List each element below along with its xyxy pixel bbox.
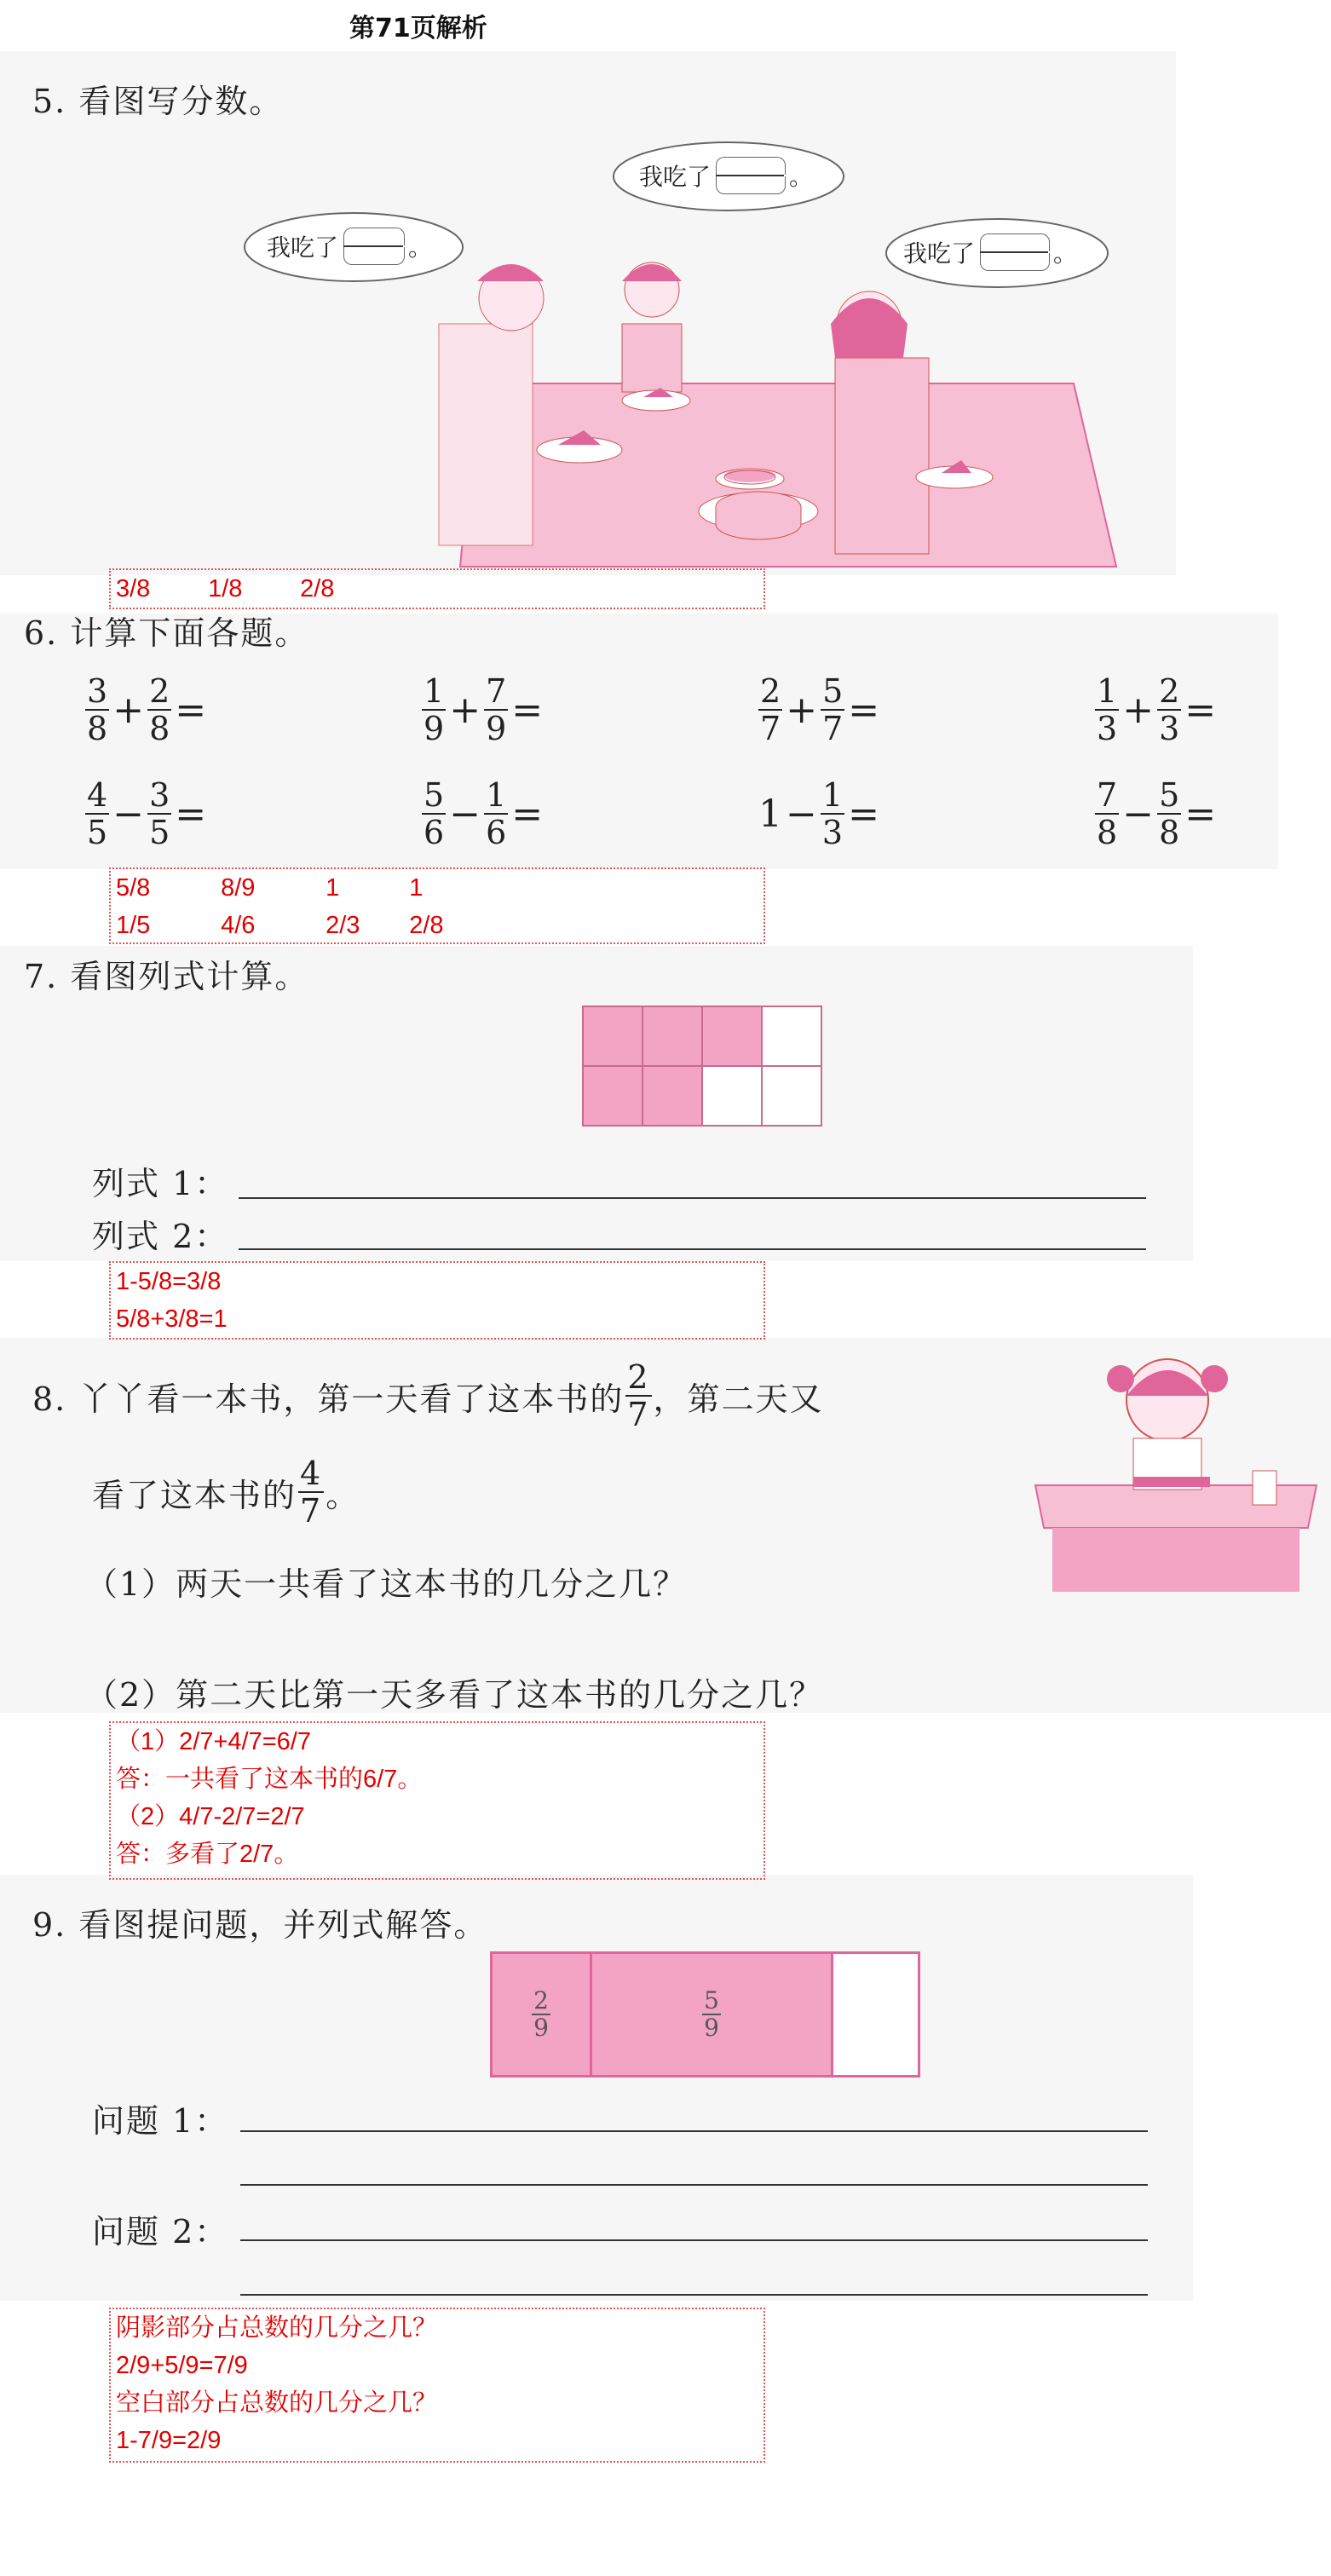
answer-item: 1/8	[208, 575, 243, 602]
question-9-title: 9. 看图提问题，并列式解答。	[32, 1906, 488, 1944]
expression-5: $\frac{4}{5}$ − $\frac{3}{5}$ =	[87, 776, 207, 851]
answer-line	[240, 2130, 1148, 2132]
problem-1-label: 问题 1：	[92, 2102, 229, 2140]
expression-1: $\frac{3}{8}$ + $\frac{2}{8}$ =	[87, 672, 207, 747]
bubble-label: 我吃了	[639, 163, 712, 191]
answer-item: 3/8	[116, 575, 151, 602]
answer-box-q7: 1-5/8=3/8 5/8+3/8=1	[109, 1261, 765, 1340]
question-8-title: 8. 丫丫看一本书，第一天看了这本书的 $\frac{2}{7}$ ，第二天又	[32, 1358, 824, 1433]
girl-reading-illustration	[1027, 1345, 1325, 1600]
expression-4: $\frac{1}{3}$ + $\frac{2}{3}$ =	[1097, 672, 1217, 747]
answer-line	[240, 2184, 1148, 2186]
fraction-bar-figure	[490, 1951, 920, 2078]
bar-segment-2: $\frac{5}{9}$	[592, 1954, 833, 2075]
page-title: 第71页解析	[349, 14, 487, 43]
bubble-label: 我吃了	[267, 233, 339, 262]
speech-bubble-father: 我吃了 。	[243, 209, 481, 285]
problem-2-label: 问题 2：	[92, 2213, 229, 2250]
bar-segment-1: $\frac{2}{9}$	[493, 1954, 592, 2075]
expression-3: $\frac{2}{7}$ + $\frac{5}{7}$ =	[760, 672, 880, 747]
answer-line	[239, 1197, 1146, 1199]
answer-item: 2/8	[300, 575, 335, 602]
fraction-grid-figure	[582, 1006, 822, 1127]
question-8-line2: 看了这本书的 $\frac{4}{7}$ 。	[92, 1455, 360, 1530]
question-5-title: 5. 看图写分数。	[32, 83, 284, 120]
formula-2-label: 列式 2：	[92, 1218, 229, 1255]
answer-box-q6: 5/8 8/9 1 1 1/5 4/6 2/3 2/8	[109, 867, 765, 944]
answer-box-q8: （1）2/7+4/7=6/7 答：一共看了这本书的6/7。 （2）4/7-2/7=2/7 答：多看了2/7。	[109, 1721, 765, 1880]
expression-6: $\frac{5}{6}$ − $\frac{1}{6}$ =	[424, 776, 544, 851]
bar-segment-blank	[833, 1954, 918, 2075]
answer-box-q9: 阴影部分占总数的几分之几？ 2/9+5/9=7/9 空白部分占总数的几分之几？ 1-7/9=2/9	[109, 2308, 765, 2463]
question-7-title: 7. 看图列式计算。	[24, 958, 309, 995]
mother-figure	[831, 291, 929, 554]
speech-bubble-mother: 我吃了 。	[878, 215, 1116, 291]
answer-line	[240, 2294, 1148, 2296]
expression-8: $\frac{7}{8}$ − $\frac{5}{8}$ =	[1097, 776, 1217, 851]
question-6-title: 6. 计算下面各题。	[24, 614, 309, 652]
answer-line	[240, 2239, 1148, 2241]
expression-7: 1 − $\frac{1}{3}$ =	[758, 776, 879, 851]
girl-figure	[622, 262, 682, 392]
answer-line	[239, 1248, 1146, 1250]
expression-2: $\frac{1}{9}$ + $\frac{7}{9}$ =	[424, 672, 544, 747]
speech-bubble-girl: 我吃了 。	[609, 138, 856, 215]
question-8-sub1: （1）两天一共看了这本书的几分之几？	[85, 1565, 688, 1603]
answer-box-q5	[109, 568, 765, 609]
question-8-sub2: （2）第二天比第一天多看了这本书的几分之几？	[85, 1676, 824, 1714]
father-figure	[439, 264, 544, 545]
bubble-label: 我吃了	[903, 239, 976, 268]
formula-1-label: 列式 1：	[92, 1165, 229, 1202]
